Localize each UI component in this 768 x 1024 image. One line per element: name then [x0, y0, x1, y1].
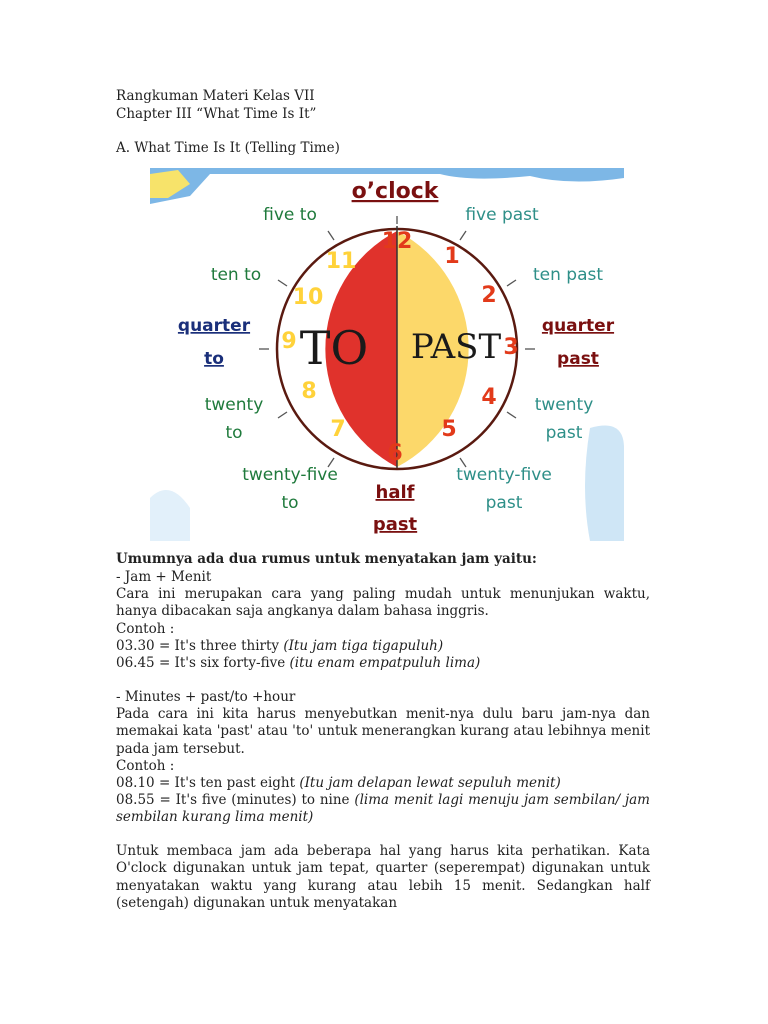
- method2-example1: [116, 775, 561, 791]
- label-half-2: past: [372, 514, 418, 535]
- number-2: 2: [481, 283, 497, 308]
- example1-text: 03.30 = It's three thirty: [116, 638, 284, 654]
- number-6: 6: [387, 441, 403, 466]
- chapter-title: Chapter III “What Time Is It”: [116, 106, 317, 122]
- example2-text: 06.45 = It's six forty-five: [116, 655, 290, 671]
- number-4: 4: [481, 385, 497, 410]
- label-quarter-to-1: quarter: [177, 316, 251, 336]
- closing-paragraph: Untuk membaca jam ada beberapa hal yang harus kita perhatikan. Kata O'clock digunakan untuk jam tepat, quarter (seperempat) digunakan untuk menyatakan waktu yang kurang atau lebih 15 menit. Sedangkan half (setengah) digunakan untuk menyatakan: [116, 843, 650, 911]
- number-8: 8: [301, 379, 317, 404]
- past-word: PAST: [410, 327, 502, 367]
- method1-description: Cara ini merupakan cara yang paling mudah untuk menunjukan waktu, hanya dibacakan saja angkanya dalam bahasa inggris.: [116, 586, 650, 620]
- method2-contoh: Contoh :: [116, 758, 175, 774]
- label-twentyfive-past-1: twenty-five: [456, 465, 552, 485]
- number-9: 9: [281, 329, 297, 354]
- example4-text: 08.55 = It's five (minutes) to nine: [116, 792, 355, 808]
- number-12: 12: [381, 229, 413, 254]
- method2-example2: [116, 792, 650, 827]
- example3-text: 08.10 = It's ten past eight: [116, 775, 300, 791]
- formula-heading: Umumnya ada dua rumus untuk menyatakan jam yaitu:: [116, 551, 537, 567]
- oclock-label: o’clock: [351, 179, 439, 204]
- label-quarter-to-2: to: [204, 349, 224, 369]
- label-twenty-to-2: to: [225, 423, 243, 443]
- label-twentyfive-past-2: past: [485, 493, 523, 513]
- example1-translation: (Itu jam tiga tigapuluh): [283, 638, 444, 654]
- label-ten-to: ten to: [210, 265, 262, 285]
- example4-translation: (lima menit lagi menuju jam sembilan/ jam sembilan kurang lima menit): [116, 792, 650, 826]
- number-1: 1: [444, 244, 460, 269]
- label-twentyfive-to-2: to: [281, 493, 299, 513]
- to-word: TO: [299, 321, 369, 375]
- label-twenty-past-2: past: [545, 423, 583, 443]
- label-quarter-past-2: past: [557, 349, 599, 369]
- example2-translation: (itu enam empatpuluh lima): [289, 655, 481, 671]
- label-ten-past: ten past: [532, 265, 604, 285]
- section-title: A. What Time Is It (Telling Time): [116, 140, 340, 156]
- method2-title: - Minutes + past/to +hour: [116, 689, 296, 705]
- label-five-past: five past: [465, 205, 539, 225]
- label-five-to: five to: [263, 205, 317, 225]
- doc-title: Rangkuman Materi Kelas VII: [116, 88, 315, 104]
- number-5: 5: [441, 417, 457, 442]
- label-twentyfive-to-1: twenty-five: [242, 465, 338, 485]
- method2-description: Pada cara ini kita harus menyebutkan menit-nya dulu baru jam-nya dan memakai kata 'past' atau 'to' untuk menerangkan kurang atau lebihnya menit pada jam tersebut.: [116, 706, 650, 757]
- label-quarter-past-1: quarter: [541, 316, 615, 336]
- method1-contoh: Contoh :: [116, 621, 175, 637]
- example3-translation: (Itu jam delapan lewat sepuluh menit): [299, 775, 561, 791]
- method1-example1: [116, 638, 443, 654]
- telling-time-clock-figure: [150, 168, 624, 541]
- number-11: 11: [325, 249, 357, 274]
- number-7: 7: [330, 417, 346, 442]
- label-half-1: half: [375, 482, 415, 503]
- number-3: 3: [503, 335, 519, 360]
- method1-example2: [116, 655, 480, 671]
- label-twenty-to-1: twenty: [204, 395, 264, 415]
- number-10: 10: [292, 285, 324, 310]
- label-twenty-past-1: twenty: [534, 395, 594, 415]
- method1-title: - Jam + Menit: [116, 569, 212, 585]
- cloud-right: [585, 426, 624, 542]
